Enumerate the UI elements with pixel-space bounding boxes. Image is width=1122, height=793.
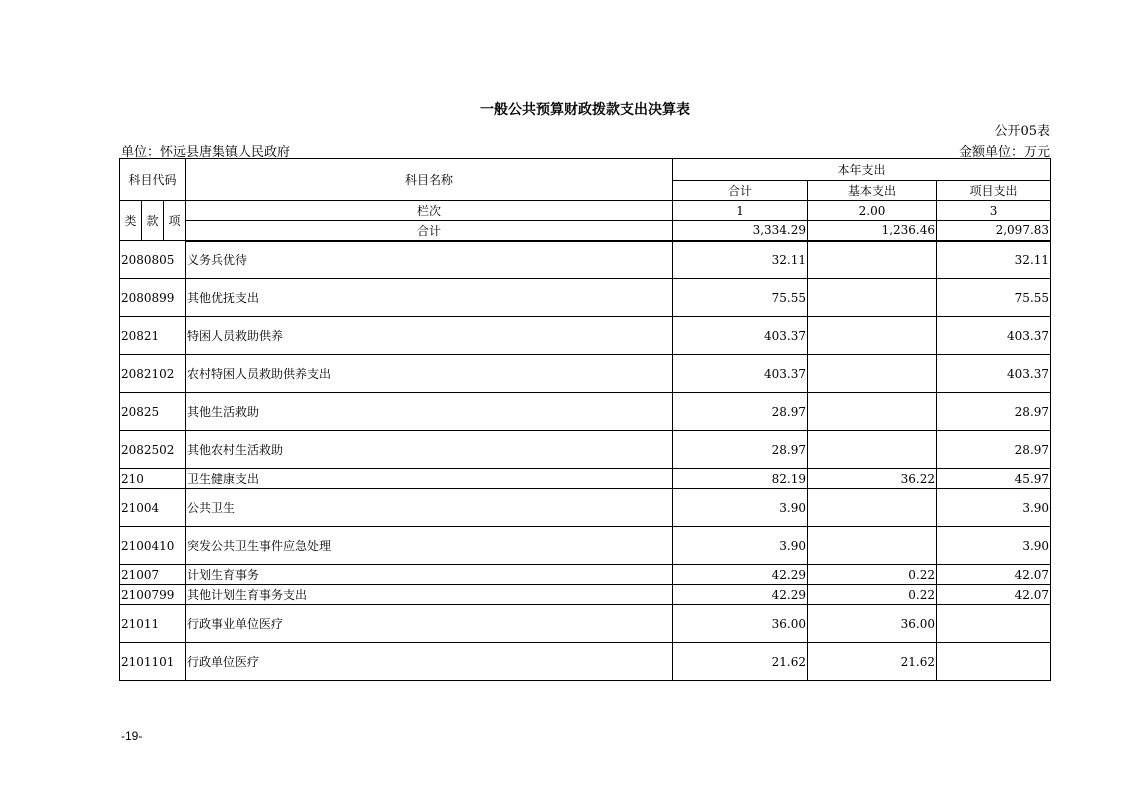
sum-row	[120, 221, 1051, 241]
sum-total: 3,334.29	[673, 221, 808, 241]
sum-label: 合计	[186, 221, 673, 241]
subject-name: 行政单位医疗	[186, 643, 673, 681]
sum-project: 2,097.83	[937, 221, 1051, 241]
total-value: 28.97	[673, 393, 808, 431]
page-number: -19-	[121, 729, 143, 743]
subject-code: 21004	[120, 489, 186, 527]
form-number: 公开05表	[994, 124, 1050, 139]
total-value: 42.29	[673, 565, 808, 585]
basic-value: 0.22	[808, 585, 937, 605]
table-row	[120, 585, 1051, 605]
table-row	[120, 393, 1051, 431]
total-header: 合计	[673, 181, 808, 201]
total-value: 75.55	[673, 279, 808, 317]
project-value: 403.37	[937, 355, 1051, 393]
reporting-unit: 单位：怀远县唐集镇人民政府	[121, 145, 291, 160]
table-row	[120, 241, 1051, 279]
line-3: 3	[937, 201, 1051, 221]
sum-basic: 1,236.46	[808, 221, 937, 241]
project-value: 32.11	[937, 241, 1051, 279]
subject-code: 21011	[120, 605, 186, 643]
subject-name: 特困人员救助供养	[186, 317, 673, 355]
basic-value	[808, 317, 937, 355]
report-title: 一般公共预算财政拨款支出决算表	[480, 102, 690, 118]
total-value: 42.29	[673, 585, 808, 605]
subject-code: 20825	[120, 393, 186, 431]
project-value	[937, 605, 1051, 643]
basic-value	[808, 279, 937, 317]
subject-code: 2100410	[120, 527, 186, 565]
basic-value: 36.22	[808, 469, 937, 489]
project-value: 28.97	[937, 431, 1051, 469]
total-value: 36.00	[673, 605, 808, 643]
subject-code: 2080805	[120, 241, 186, 279]
subject-code: 20821	[120, 317, 186, 355]
code-group-header: 科目代码	[120, 159, 186, 201]
basic-value	[808, 527, 937, 565]
project-value: 45.97	[937, 469, 1051, 489]
table-row	[120, 489, 1051, 527]
subject-code: 2082102	[120, 355, 186, 393]
table-row	[120, 279, 1051, 317]
table-row	[120, 469, 1051, 489]
table-row	[120, 643, 1051, 681]
subject-code: 2100799	[120, 585, 186, 605]
basic-value: 0.22	[808, 565, 937, 585]
subject-name: 行政事业单位医疗	[186, 605, 673, 643]
line-number-row	[120, 201, 1051, 221]
project-value: 28.97	[937, 393, 1051, 431]
project-value: 42.07	[937, 585, 1051, 605]
subject-name: 其他农村生活救助	[186, 431, 673, 469]
subject-code: 21007	[120, 565, 186, 585]
project-value: 42.07	[937, 565, 1051, 585]
subject-code: 210	[120, 469, 186, 489]
basic-header: 基本支出	[808, 181, 937, 201]
subject-name: 突发公共卫生事件应急处理	[186, 527, 673, 565]
basic-value	[808, 431, 937, 469]
basic-value: 21.62	[808, 643, 937, 681]
subject-name: 公共卫生	[186, 489, 673, 527]
year-expenditure-header: 本年支出	[673, 159, 1051, 181]
project-value: 403.37	[937, 317, 1051, 355]
amount-unit: 金额单位：万元	[958, 145, 1050, 160]
subject-code: 2082502	[120, 431, 186, 469]
line-2: 2.00	[808, 201, 937, 221]
subject-code: 2101101	[120, 643, 186, 681]
line-label: 栏次	[186, 201, 673, 221]
table-row	[120, 431, 1051, 469]
header-row-1	[120, 159, 1051, 181]
total-value: 32.11	[673, 241, 808, 279]
basic-value	[808, 241, 937, 279]
subject-name: 其他计划生育事务支出	[186, 585, 673, 605]
expenditure-table	[119, 158, 1051, 681]
total-value: 28.97	[673, 431, 808, 469]
subject-name: 义务兵优待	[186, 241, 673, 279]
total-value: 82.19	[673, 469, 808, 489]
basic-value	[808, 489, 937, 527]
table-row	[120, 527, 1051, 565]
total-value: 3.90	[673, 527, 808, 565]
subject-name: 农村特困人员救助供养支出	[186, 355, 673, 393]
lei-header: 类	[120, 201, 142, 241]
basic-value: 36.00	[808, 605, 937, 643]
subject-name: 其他生活救助	[186, 393, 673, 431]
table-row	[120, 317, 1051, 355]
line-1: 1	[673, 201, 808, 221]
total-value: 3.90	[673, 489, 808, 527]
total-value: 403.37	[673, 317, 808, 355]
subject-name: 计划生育事务	[186, 565, 673, 585]
table-row	[120, 565, 1051, 585]
project-value: 3.90	[937, 527, 1051, 565]
project-value: 3.90	[937, 489, 1051, 527]
xiang-header: 项	[164, 201, 186, 241]
basic-value	[808, 393, 937, 431]
project-value	[937, 643, 1051, 681]
subject-name: 卫生健康支出	[186, 469, 673, 489]
subject-name: 其他优抚支出	[186, 279, 673, 317]
project-value: 75.55	[937, 279, 1051, 317]
name-header: 科目名称	[186, 159, 673, 201]
total-value: 21.62	[673, 643, 808, 681]
project-header: 项目支出	[937, 181, 1051, 201]
kuan-header: 款	[142, 201, 164, 241]
table-row	[120, 355, 1051, 393]
total-value: 403.37	[673, 355, 808, 393]
subject-code: 2080899	[120, 279, 186, 317]
table-row	[120, 605, 1051, 643]
basic-value	[808, 355, 937, 393]
